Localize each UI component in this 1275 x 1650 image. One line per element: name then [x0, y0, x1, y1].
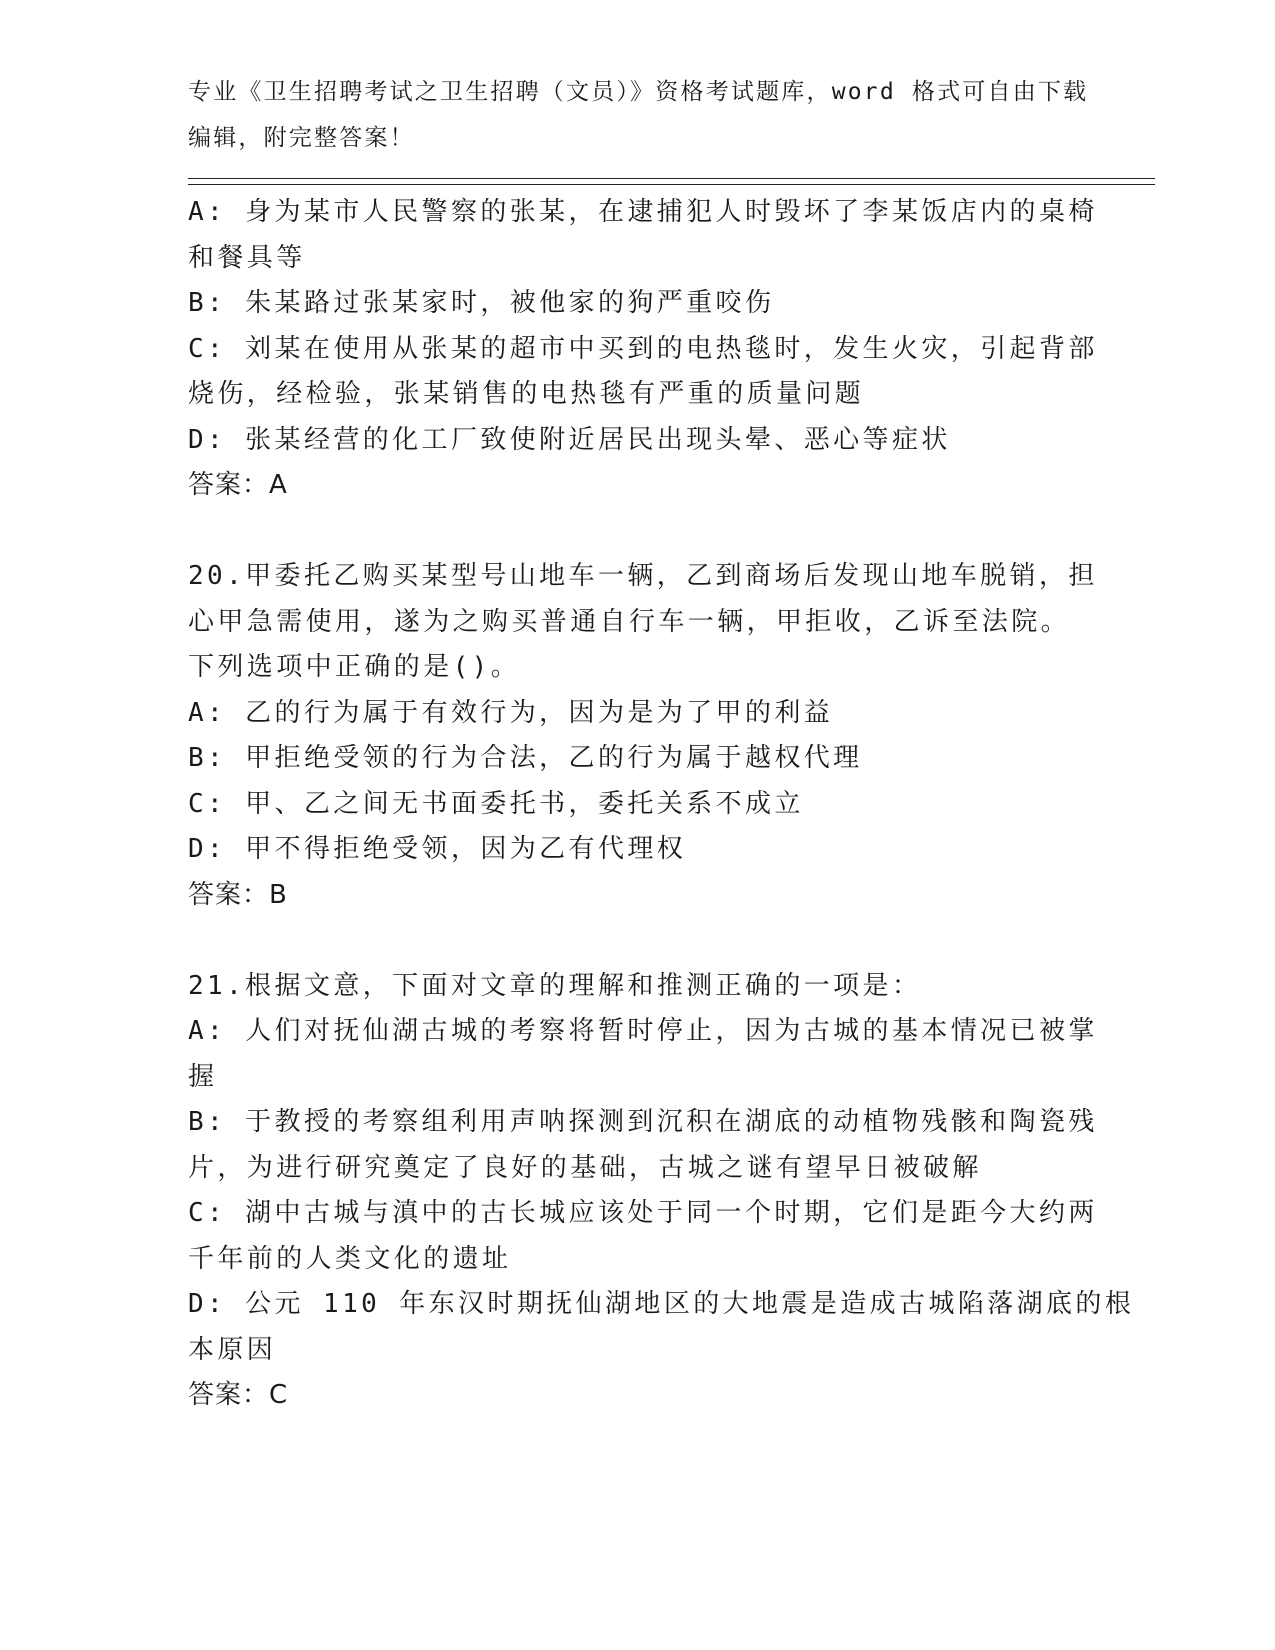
- answer-label: 答案：A: [188, 470, 288, 500]
- header-line: 专业《卫生招聘考试之卫生招聘（文员）》资格考试题库，word 格式可自由下载: [188, 79, 1089, 105]
- spacer: [188, 509, 1088, 555]
- option-b-line: B: 甲拒绝受领的行为合法，乙的行为属于越权代理: [188, 743, 863, 773]
- question-stem-line: 21.根据文意，下面对文章的理解和推测正确的一项是：: [188, 970, 922, 1001]
- option-d-line: D: 公元 110 年东汉时期抚仙湖地区的大地震是造成古城陷落湖底的根: [188, 1289, 1135, 1319]
- option-d-line: D: 张某经营的化工厂致使附近居民出现头晕、恶心等症状: [188, 424, 951, 455]
- option-c-line: C: 甲、乙之间无书面委托书，委托关系不成立: [188, 788, 804, 819]
- header-line: 编辑，附完整答案！: [188, 124, 415, 151]
- option-b-line: B: 朱某路过张某家时，被他家的狗严重咬伤: [188, 288, 775, 318]
- question-19: [188, 190, 1098, 509]
- option-a-line: A: 人们对抚仙湖古城的考察将暂时停止，因为古城的基本情况已被掌: [188, 1016, 1098, 1046]
- document-header: [188, 76, 1088, 167]
- option-c-line: 千年前的人类文化的遗址: [188, 1243, 512, 1274]
- option-c-line: C: 湖中古城与滇中的古长城应该处于同一个时期，它们是距今大约两: [188, 1198, 1098, 1228]
- answer-label: 答案：B: [188, 879, 288, 910]
- option-c-line: C: 刘某在使用从张某的超市中买到的电热毯时，发生火灾，引起背部: [188, 333, 1098, 364]
- option-d-line: D: 甲不得拒绝受领，因为乙有代理权: [188, 834, 687, 864]
- option-b-line: B: 于教授的考察组利用声呐探测到沉积在湖底的动植物残骸和陶瓷残: [188, 1107, 1098, 1137]
- question-stem-line: 下列选项中正确的是()。: [188, 652, 521, 682]
- option-c-line: 烧伤，经检验，张某销售的电热毯有严重的质量问题: [188, 379, 865, 409]
- option-d-line: 本原因: [188, 1334, 277, 1365]
- option-a-line: 和餐具等: [188, 242, 306, 273]
- question-stem-line: 20.甲委托乙购买某型号山地车一辆，乙到商场后发现山地车脱销，担: [188, 561, 1098, 591]
- question-21: [188, 964, 1135, 1419]
- question-content: [188, 190, 1135, 1419]
- answer-label: 答案：C: [188, 1380, 289, 1410]
- question-stem-line: 心甲急需使用，遂为之购买普通自行车一辆，甲拒收，乙诉至法院。: [188, 606, 1071, 637]
- option-a-line: 握: [188, 1061, 218, 1092]
- header-divider: [188, 178, 1155, 179]
- header-divider: [188, 184, 1155, 185]
- option-a-line: A: 身为某市人民警察的张某，在逮捕犯人时毁坏了李某饭店内的桌椅: [188, 197, 1098, 227]
- option-a-line: A: 乙的行为属于有效行为，因为是为了甲的利益: [188, 697, 834, 728]
- question-20: [188, 554, 1098, 918]
- spacer: [188, 918, 1088, 964]
- option-b-line: 片，为进行研究奠定了良好的基础，古城之谜有望早日被破解: [188, 1152, 982, 1183]
